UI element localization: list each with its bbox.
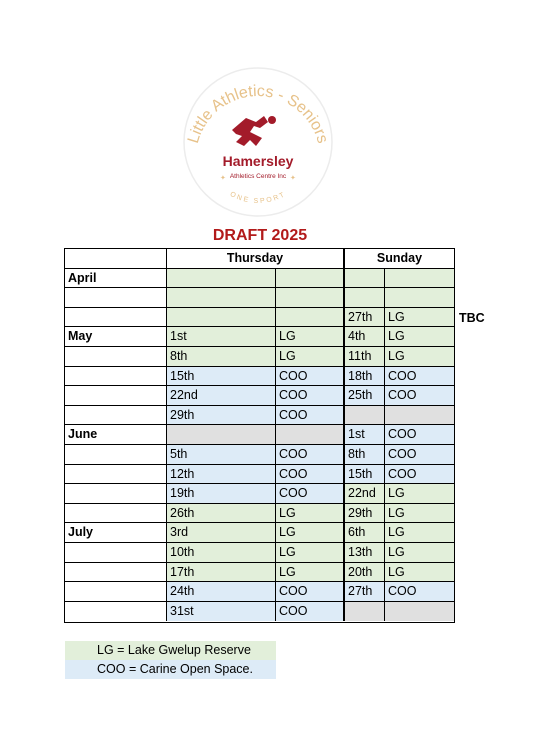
thursday-venue-cell: COO <box>276 406 345 426</box>
thursday-date-cell: 15th <box>167 367 276 387</box>
sunday-date-cell: 20th <box>345 563 385 583</box>
logo-name: Hamersley <box>222 153 294 169</box>
month-cell <box>65 347 167 367</box>
thursday-venue-cell: COO <box>276 367 345 387</box>
thursday-date-cell: 22nd <box>167 386 276 406</box>
schedule-table <box>64 248 455 623</box>
thursday-venue-cell: COO <box>276 445 345 465</box>
thursday-venue-cell <box>276 269 345 289</box>
thursday-venue-cell: COO <box>276 602 345 622</box>
sunday-date-cell: 22nd <box>345 484 385 504</box>
thursday-venue-cell <box>276 308 345 328</box>
thursday-date-cell: 24th <box>167 582 276 602</box>
thursday-date-cell: 10th <box>167 543 276 563</box>
legend-item-coo: COO = Carine Open Space. <box>65 660 276 679</box>
venue-legend <box>65 641 276 679</box>
month-cell <box>65 308 167 328</box>
month-cell: July <box>65 523 167 543</box>
page-title: DRAFT 2025 <box>212 227 308 244</box>
sunday-venue-cell: LG <box>385 543 454 563</box>
sunday-date-cell: 18th <box>345 367 385 387</box>
sunday-venue-cell: COO <box>385 425 454 445</box>
table-row <box>65 308 454 328</box>
thursday-venue-cell: LG <box>276 504 345 524</box>
thursday-venue-cell <box>276 425 345 445</box>
thursday-date-cell: 29th <box>167 406 276 426</box>
table-row <box>65 465 454 485</box>
table-header-row <box>65 249 454 269</box>
tbc-note: TBC <box>459 311 485 325</box>
sunday-date-cell: 6th <box>345 523 385 543</box>
month-cell <box>65 563 167 583</box>
sunday-date-cell <box>345 288 385 308</box>
month-cell <box>65 504 167 524</box>
month-cell <box>65 288 167 308</box>
thursday-venue-cell: LG <box>276 523 345 543</box>
thursday-date-cell: 31st <box>167 602 276 622</box>
month-cell: May <box>65 327 167 347</box>
sunday-venue-cell: COO <box>385 386 454 406</box>
table-row <box>65 406 454 426</box>
sunday-venue-cell: COO <box>385 367 454 387</box>
table-row <box>65 582 454 602</box>
logo-motto: ONE SPORT <box>228 190 288 206</box>
sunday-venue-cell: LG <box>385 563 454 583</box>
thursday-date-cell: 8th <box>167 347 276 367</box>
sunday-venue-cell: LG <box>385 347 454 367</box>
sunday-venue-cell: LG <box>385 327 454 347</box>
table-row <box>65 484 454 504</box>
thursday-date-cell: 1st <box>167 327 276 347</box>
header-thursday: Thursday <box>167 249 345 269</box>
sunday-venue-cell: LG <box>385 523 454 543</box>
thursday-venue-cell: COO <box>276 582 345 602</box>
sunday-venue-cell <box>385 269 454 289</box>
month-cell: June <box>65 425 167 445</box>
sunday-venue-cell: LG <box>385 504 454 524</box>
sunday-venue-cell: LG <box>385 308 454 328</box>
sunday-date-cell: 4th <box>345 327 385 347</box>
thursday-venue-cell: LG <box>276 327 345 347</box>
table-row <box>65 347 454 367</box>
table-row <box>65 602 454 622</box>
thursday-date-cell <box>167 288 276 308</box>
thursday-venue-cell: COO <box>276 386 345 406</box>
table-row <box>65 543 454 563</box>
thursday-date-cell <box>167 269 276 289</box>
month-cell <box>65 465 167 485</box>
sunday-date-cell: 27th <box>345 582 385 602</box>
sunday-date-cell: 25th <box>345 386 385 406</box>
thursday-date-cell: 12th <box>167 465 276 485</box>
sunday-date-cell: 27th <box>345 308 385 328</box>
logo-arc-text: Little Athletics - Seniors <box>184 82 332 146</box>
sunday-date-cell <box>345 269 385 289</box>
thursday-date-cell <box>167 425 276 445</box>
star-icon: ✦ <box>220 175 226 182</box>
sunday-date-cell: 8th <box>345 445 385 465</box>
sunday-date-cell <box>345 602 385 622</box>
table-row <box>65 327 454 347</box>
table-row <box>65 386 454 406</box>
sunday-date-cell: 11th <box>345 347 385 367</box>
header-blank-cell <box>65 249 167 269</box>
table-row <box>65 504 454 524</box>
thursday-date-cell: 3rd <box>167 523 276 543</box>
sunday-date-cell <box>345 406 385 426</box>
month-cell <box>65 386 167 406</box>
table-row <box>65 563 454 583</box>
thursday-date-cell <box>167 308 276 328</box>
month-cell <box>65 406 167 426</box>
thursday-date-cell: 5th <box>167 445 276 465</box>
thursday-date-cell: 19th <box>167 484 276 504</box>
sunday-date-cell: 1st <box>345 425 385 445</box>
table-row <box>65 288 454 308</box>
sunday-venue-cell: COO <box>385 445 454 465</box>
month-cell <box>65 543 167 563</box>
header-sunday: Sunday <box>345 249 454 269</box>
thursday-venue-cell: LG <box>276 563 345 583</box>
sunday-date-cell: 15th <box>345 465 385 485</box>
thursday-venue-cell: LG <box>276 543 345 563</box>
month-cell: April <box>65 269 167 289</box>
club-logo <box>172 66 344 218</box>
month-cell <box>65 582 167 602</box>
sunday-venue-cell: COO <box>385 465 454 485</box>
sunday-venue-cell <box>385 406 454 426</box>
thursday-venue-cell <box>276 288 345 308</box>
sunday-date-cell: 13th <box>345 543 385 563</box>
sunday-venue-cell <box>385 288 454 308</box>
month-cell <box>65 445 167 465</box>
thursday-venue-cell: COO <box>276 465 345 485</box>
table-row <box>65 269 454 289</box>
thursday-date-cell: 17th <box>167 563 276 583</box>
table-row <box>65 445 454 465</box>
month-cell <box>65 602 167 622</box>
month-cell <box>65 484 167 504</box>
thursday-venue-cell: COO <box>276 484 345 504</box>
logo-subname: Athletics Centre Inc <box>229 173 287 180</box>
month-cell <box>65 367 167 387</box>
table-row <box>65 367 454 387</box>
sunday-date-cell: 29th <box>345 504 385 524</box>
sunday-venue-cell: COO <box>385 582 454 602</box>
thursday-date-cell: 26th <box>167 504 276 524</box>
table-row <box>65 425 454 445</box>
table-row <box>65 523 454 543</box>
legend-item-lg: LG = Lake Gwelup Reserve <box>65 641 276 660</box>
sunday-venue-cell <box>385 602 454 622</box>
thursday-venue-cell: LG <box>276 347 345 367</box>
star-icon: ✦ <box>290 175 296 182</box>
sunday-venue-cell: LG <box>385 484 454 504</box>
